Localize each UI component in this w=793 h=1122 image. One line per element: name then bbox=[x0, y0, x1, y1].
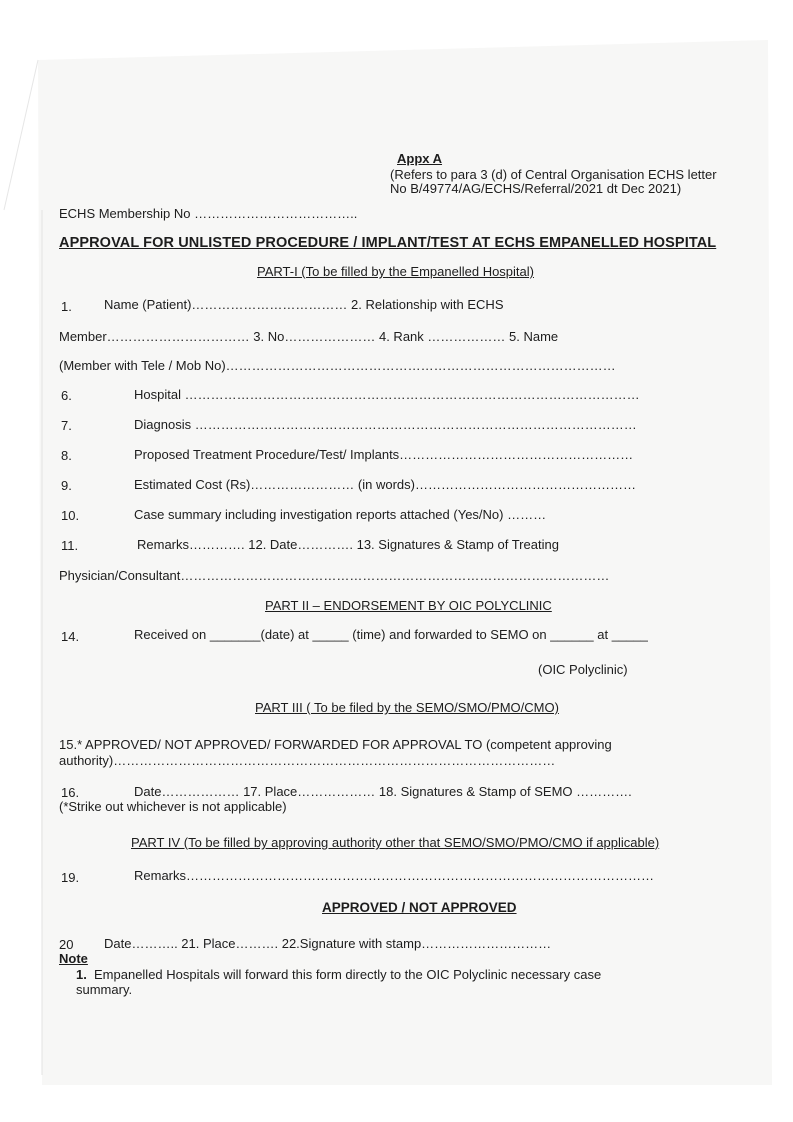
item-19-number: 19. bbox=[61, 870, 80, 885]
item-1-name-patient: Name (Patient)……………………………… 2. Relationship with ECHS bbox=[104, 297, 504, 312]
member-line: Member…………………………… 3. No………………… 4. Rank ……………… 5. Name bbox=[59, 329, 559, 344]
item-7-number: 7. bbox=[61, 418, 72, 433]
note-label: Note bbox=[59, 951, 88, 966]
item-20-date-place-signature: Date……….. 21. Place………. 22.Signature with stamp………………………… bbox=[104, 936, 552, 951]
part-3-heading: PART III ( To be filed by the SEMO/SMO/PMO/CMO) bbox=[255, 700, 559, 715]
item-14-number: 14. bbox=[61, 629, 80, 644]
form-title: APPROVAL FOR UNLISTED PROCEDURE / IMPLANT/TEST AT ECHS EMPANELLED HOSPITAL bbox=[59, 235, 717, 251]
physician-consultant-line: Physician/Consultant……………………………………………………………………………………… bbox=[59, 568, 610, 583]
item-20-number: 20 bbox=[59, 937, 74, 952]
item-15-line-2: authority)………………………………………………………………………………………… bbox=[59, 753, 556, 768]
item-6-number: 6. bbox=[61, 388, 72, 403]
item-15-line-1: 15.* APPROVED/ NOT APPROVED/ FORWARDED FOR APPROVAL TO (competent approving bbox=[59, 737, 612, 752]
item-8-number: 8. bbox=[61, 448, 72, 463]
note-item-number: 1. bbox=[76, 967, 87, 982]
item-8-proposed-treatment: Proposed Treatment Procedure/Test/ Implants……………………………………………… bbox=[134, 447, 634, 462]
approved-not-approved: APPROVED / NOT APPROVED bbox=[322, 900, 517, 915]
item-10-case-summary: Case summary including investigation reports attached (Yes/No) ……… bbox=[134, 507, 547, 522]
item-16-number: 16. bbox=[61, 785, 80, 800]
item-9-estimated-cost: Estimated Cost (Rs)…………………… (in words)…………………………………………… bbox=[134, 477, 636, 492]
appx-title: Appx A bbox=[397, 151, 443, 166]
item-14-received-on: Received on _______(date) at _____ (time) and forwarded to SEMO on ______ at _____ bbox=[134, 627, 648, 642]
reference-line-1: (Refers to para 3 (d) of Central Organisation ECHS letter bbox=[390, 167, 717, 182]
item-11-number: 11. bbox=[61, 538, 79, 553]
part-4-heading: PART IV (To be filled by approving authority other that SEMO/SMO/PMO/CMO if applicable) bbox=[131, 835, 660, 850]
part-2-heading: PART II – ENDORSEMENT BY OIC POLYCLINIC bbox=[265, 598, 552, 613]
reference-line-2: No B/49774/AG/ECHS/Referral/2021 dt Dec 2021) bbox=[390, 181, 682, 196]
item-9-number: 9. bbox=[61, 478, 72, 493]
oic-polyclinic-label: (OIC Polyclinic) bbox=[538, 662, 628, 677]
item-6-hospital: Hospital …………………………………………………………………………………………… bbox=[134, 387, 640, 402]
item-19-remarks: Remarks……………………………………………………………………………………………… bbox=[134, 868, 655, 883]
member-tele-line: (Member with Tele / Mob No)……………………………………………………………………………… bbox=[59, 358, 616, 373]
note-line-1: Empanelled Hospitals will forward this form directly to the OIC Polyclinic necessary case bbox=[94, 967, 602, 982]
item-10-number: 10. bbox=[61, 508, 80, 523]
item-11-remarks: Remarks…………. 12. Date…………. 13. Signatures & Stamp of Treating bbox=[137, 537, 559, 552]
item-7-diagnosis: Diagnosis ………………………………………………………………………………………… bbox=[134, 417, 637, 432]
strike-out-note: (*Strike out whichever is not applicable) bbox=[59, 799, 287, 814]
membership-no-line: ECHS Membership No ……………………………….. bbox=[59, 206, 358, 221]
item-16-date-place: Date……………… 17. Place……………… 18. Signatures & Stamp of SEMO …………. bbox=[134, 784, 632, 799]
item-1-number: 1. bbox=[61, 299, 72, 314]
note-line-2: summary. bbox=[76, 982, 133, 997]
part-1-heading: PART-I (To be filled by the Empanelled Hospital) bbox=[257, 264, 534, 279]
